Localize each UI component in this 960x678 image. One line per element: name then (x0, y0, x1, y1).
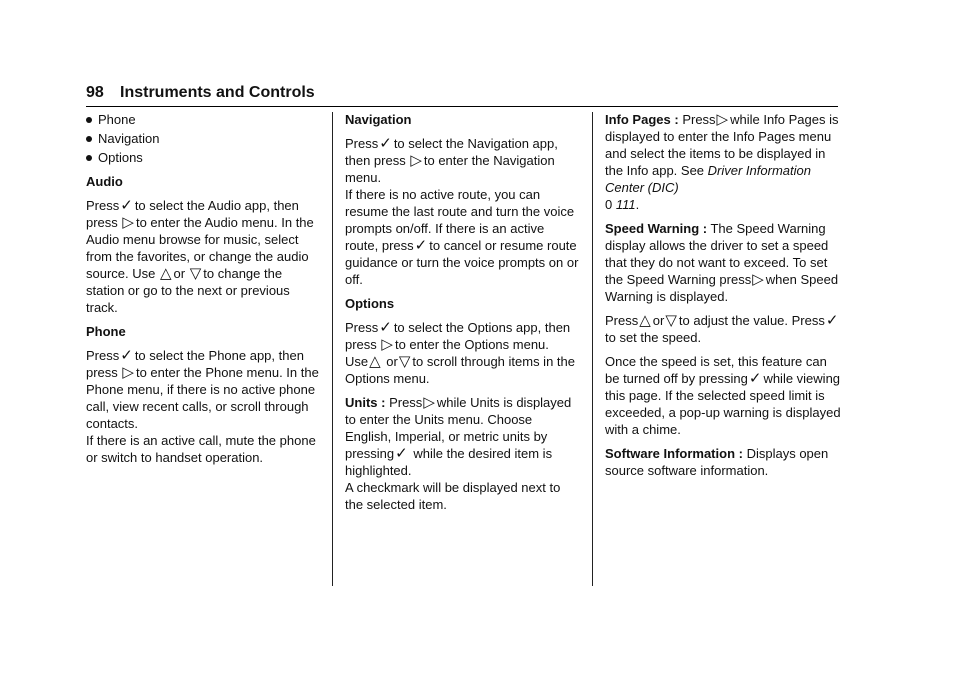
triangle-right-icon: ▷ (122, 214, 134, 231)
units-paragraph-2: A checkmark will be displayed next to the selected item. (345, 480, 561, 512)
page-ref-symbol: 0 (605, 197, 613, 212)
triangle-up-icon: △ (639, 312, 651, 329)
phone-paragraph: Press✓ to select the Phone app, then press ▷ to enter the Phone menu. In the Phone menu, if there is no active phone call, view recent calls, or scroll through contacts. (86, 347, 319, 431)
column-2 (345, 111, 581, 520)
cross-reference[interactable]: Driver Information Center (DIC) (605, 163, 811, 195)
triangle-down-icon: ▽ (189, 265, 202, 282)
software-info-paragraph: Software Information : Displays open source software information. (605, 446, 829, 478)
units-label: Units : (345, 395, 386, 410)
list-item: Phone (86, 111, 322, 128)
check-icon: ✓ (395, 445, 408, 462)
triangle-right-icon: ▷ (716, 111, 729, 128)
navigation-paragraph: Press✓ to select the Navigation app, then press ▷ to enter the Navigation menu. (345, 135, 558, 185)
check-icon: ✓ (748, 370, 762, 387)
check-icon: ✓ (379, 319, 392, 336)
audio-heading: Audio (86, 174, 123, 189)
bullet-icon (86, 117, 92, 123)
options-paragraph: Press✓ to select the Options app, then press ▷ to enter the Options menu. Use△ or▽ to scroll through items in the Options menu. (345, 319, 575, 386)
column-divider (592, 112, 593, 586)
units-paragraph: Units : Press▷ while Units is displayed to enter the Units menu. Choose English, Imperial, or metric units by pressing✓ while the desired item is highlighted. (345, 394, 572, 478)
triangle-right-icon: ▷ (423, 394, 435, 411)
triangle-down-icon: ▽ (665, 312, 677, 329)
options-heading: Options (345, 296, 395, 311)
info-pages-paragraph: Info Pages : Press▷ while Info Pages is displayed to enter the Info Pages menu and select the items to be displayed in the Info app. See Driver Information Center (DIC) 0 111. (605, 111, 839, 212)
bullet-icon (86, 136, 92, 142)
triangle-right-icon: ▷ (122, 364, 134, 381)
page-header (86, 84, 838, 107)
triangle-right-icon: ▷ (752, 271, 764, 288)
triangle-down-icon: ▽ (398, 353, 411, 370)
navigation-paragraph-2: If there is no active route, you can resume the last route and turn the voice prompts on/off. If there is an active route, press✓ to cancel or resume route guidance or turn the voice prompts on or off. (345, 187, 579, 287)
triangle-up-icon: △ (160, 265, 172, 282)
check-icon: ✓ (414, 237, 428, 254)
bullet-icon (86, 155, 92, 161)
software-info-label: Software Information : (605, 446, 743, 461)
check-icon: ✓ (379, 135, 392, 152)
speed-warning-paragraph-2: Press△ or▽ to adjust the value. Press✓ to set the speed. (605, 312, 839, 345)
check-icon: ✓ (120, 197, 133, 214)
chapter-title: Instruments and Controls (120, 84, 315, 101)
list-item: Options (86, 149, 322, 166)
triangle-right-icon: ▷ (410, 152, 422, 169)
check-icon: ✓ (120, 347, 133, 364)
column-divider (332, 112, 333, 586)
info-pages-label: Info Pages : (605, 112, 679, 127)
check-icon: ✓ (825, 312, 839, 329)
audio-paragraph: Press✓ to select the Audio app, then press ▷ to enter the Audio menu. In the Audio menu browse for music, select from the favorites, or change the audio source. Use △ or ▽ to change the station or go to the next or previous track. (86, 197, 314, 315)
phone-heading: Phone (86, 324, 126, 339)
speed-warning-paragraph-3: Once the speed is set, this feature can be turned off by pressing✓ while viewing this page. If the selected speed limit is exceeded, a pop-up warning is displayed with a chime. (605, 354, 841, 437)
page-ref[interactable]: 111 (615, 197, 636, 212)
column-3 (605, 111, 841, 486)
speed-warning-label: Speed Warning : (605, 221, 708, 236)
phone-paragraph-2: If there is an active call, mute the phone or switch to handset operation. (86, 433, 316, 465)
speed-warning-paragraph: Speed Warning : The Speed Warning display allows the driver to set a speed that they do not want to exceed. To set the Speed Warning press▷ when Speed Warning is displayed. (605, 221, 839, 304)
navigation-heading: Navigation (345, 112, 412, 127)
triangle-up-icon: △ (369, 353, 381, 370)
page-number: 98 (86, 84, 104, 101)
column-1 (86, 111, 322, 473)
list-item: Navigation (86, 130, 322, 147)
triangle-right-icon: ▷ (381, 336, 393, 353)
